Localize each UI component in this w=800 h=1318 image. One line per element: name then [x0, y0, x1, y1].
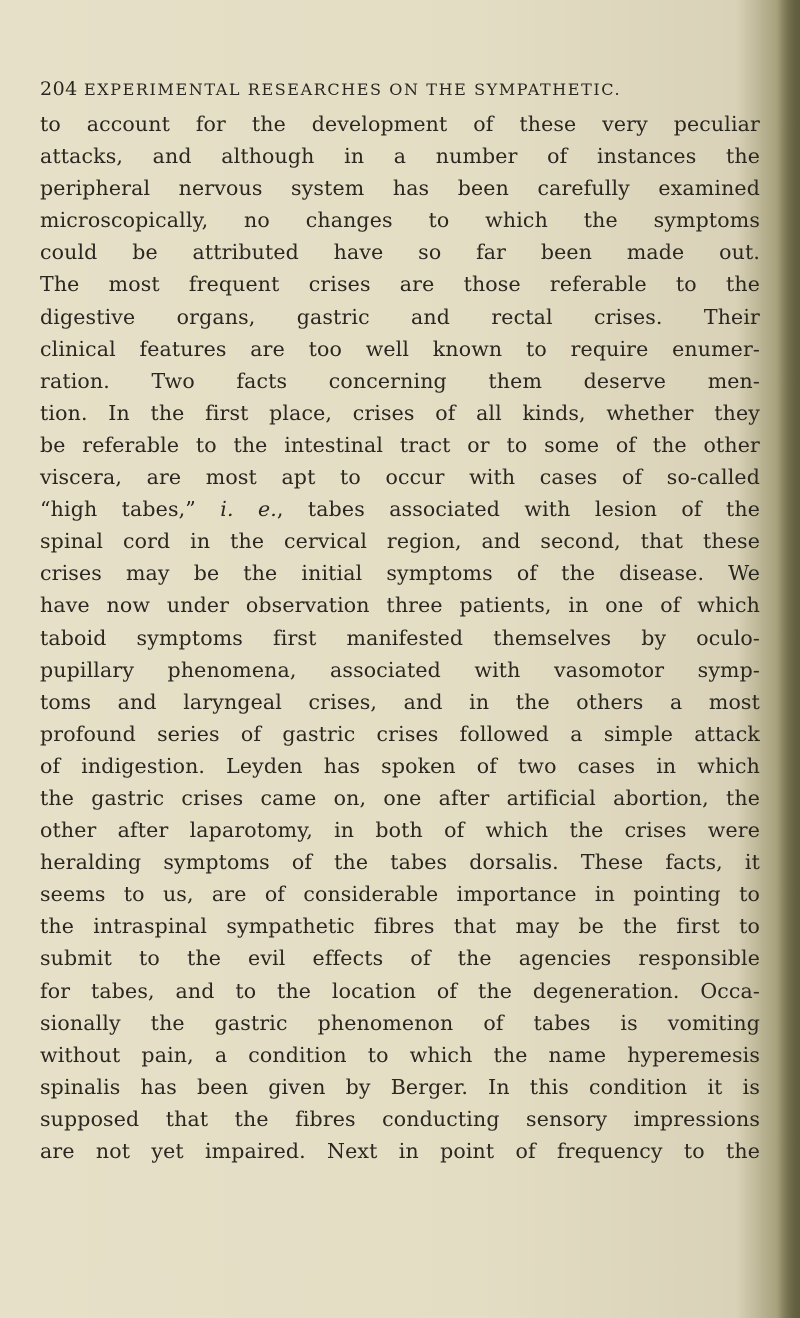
text-line: are not yet impaired. Next in point of frequency to the — [40, 1139, 760, 1163]
text-line: “high tabes,” i. e., tabes associated with lesion of the — [40, 497, 760, 522]
text-line: spinalis has been given by Berger. In this condition it is — [40, 1074, 760, 1099]
text-line: heralding symptoms of the tabes dorsalis. These facts, it — [40, 850, 760, 875]
text-line: taboid symptoms first manifested themselves by oculo- — [40, 625, 760, 650]
text-line: submit to the evil effects of the agencies responsible — [40, 946, 760, 971]
abbreviation-ie: i. e. — [220, 497, 277, 522]
running-head: EXPERIMENTAL RESEARCHES ON THE SYMPATHETIC. — [84, 80, 622, 99]
page-edge-shadow — [778, 0, 800, 1318]
text-line: could be attributed have so far been made out. — [40, 240, 760, 265]
text-line: spinal cord in the cervical region, and second, that these — [40, 529, 760, 554]
body-text — [40, 108, 760, 1167]
text-line: digestive organs, gastric and rectal crises. Their — [40, 304, 760, 329]
page-header — [40, 78, 760, 108]
text-line: have now under observation three patients, in one of which — [40, 593, 760, 618]
text-line: of indigestion. Leyden has spoken of two cases in which — [40, 753, 760, 778]
text-line: crises may be the initial symptoms of the disease. We — [40, 561, 760, 586]
text-line: seems to us, are of considerable importance in pointing to — [40, 882, 760, 907]
text-line: ration. Two facts concerning them deserve men- — [40, 368, 760, 393]
text-line: profound series of gastric crises followed a simple attack — [40, 721, 760, 746]
text-line: microscopically, no changes to which the symptoms — [40, 208, 760, 233]
text-line: pupillary phenomena, associated with vasomotor symp- — [40, 657, 760, 682]
text-line: toms and laryngeal crises, and in the others a most — [40, 689, 760, 714]
text-line: The most frequent crises are those referable to the — [40, 272, 760, 297]
text-line: the intraspinal sympathetic fibres that may be the first to — [40, 914, 760, 939]
text-line: other after laparotomy, in both of which the crises were — [40, 818, 760, 843]
text-line: clinical features are too well known to require enumer- — [40, 336, 760, 361]
text-line: sionally the gastric phenomenon of tabes is vomiting — [40, 1010, 760, 1035]
text-line: viscera, are most apt to occur with cases of so-called — [40, 465, 760, 490]
page-number: 204 — [40, 78, 78, 100]
text-line: to account for the development of these very peculiar — [40, 112, 760, 136]
text-line: tion. In the first place, crises of all kinds, whether they — [40, 400, 760, 425]
text-line: supposed that the fibres conducting sensory impressions — [40, 1106, 760, 1131]
text-line: for tabes, and to the location of the degeneration. Occa- — [40, 978, 760, 1003]
text-line: the gastric crises came on, one after artificial abortion, the — [40, 785, 760, 810]
text-line: without pain, a condition to which the name hyperemesis — [40, 1042, 760, 1067]
text-line: attacks, and although in a number of instances the — [40, 144, 760, 169]
text-line: peripheral nervous system has been carefully examined — [40, 176, 760, 201]
text-line: be referable to the intestinal tract or to some of the other — [40, 432, 760, 457]
